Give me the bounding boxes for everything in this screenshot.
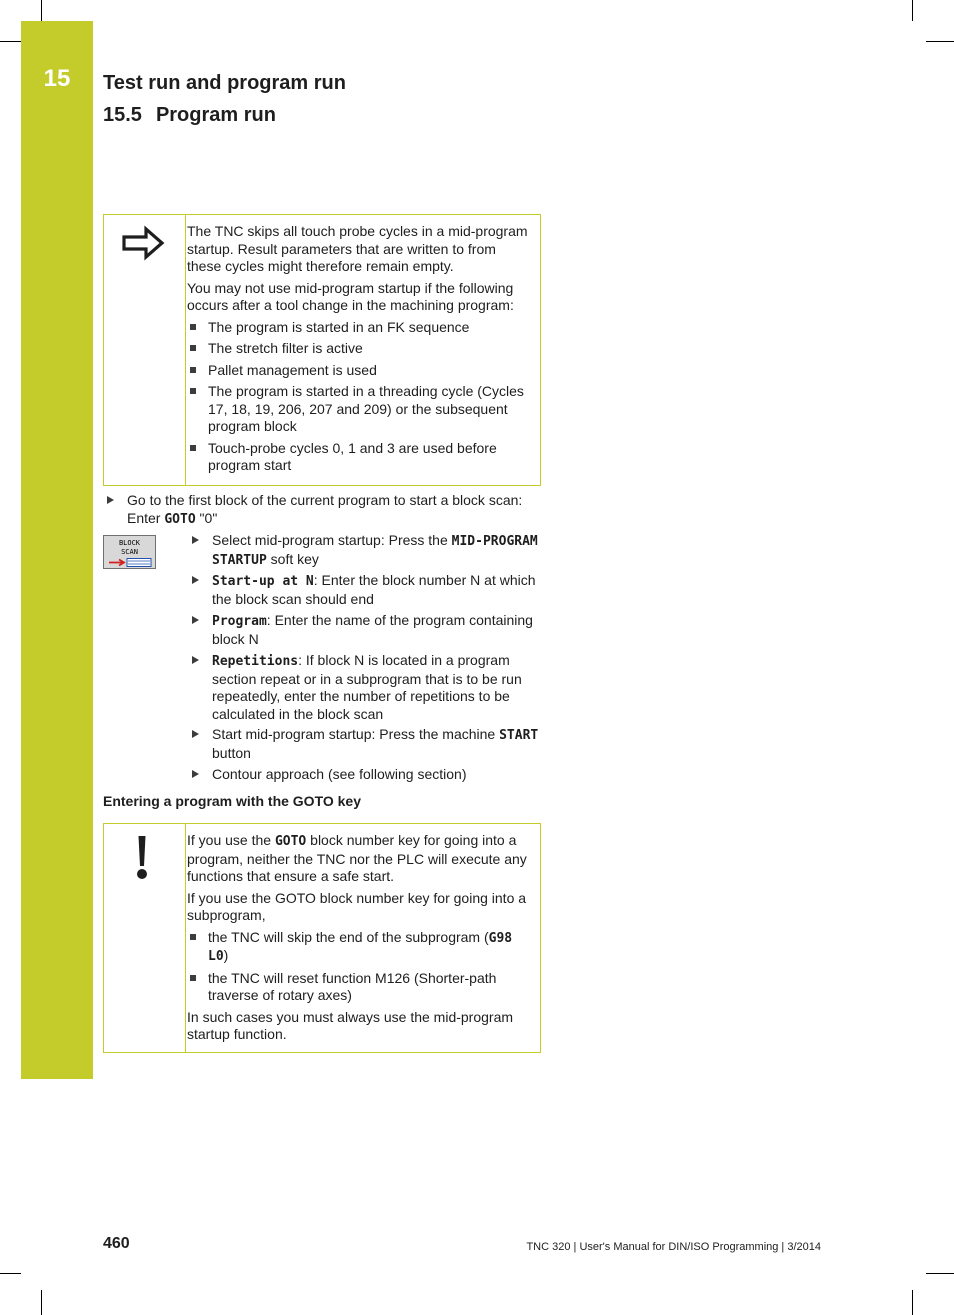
goto-key: GOTO [274, 834, 307, 849]
field-name: Repetitions [212, 654, 299, 669]
goto-key: GOTO [164, 511, 196, 527]
list-item: Pallet management is used [187, 362, 532, 380]
crop-mark [912, 0, 913, 21]
block-scan-softkey[interactable] [103, 535, 156, 569]
substep-start-up-at-n: Start-up at N: Enter the block number N at which the block scan should end [192, 572, 542, 608]
crop-mark [912, 1290, 913, 1315]
warning-content [187, 832, 532, 1048]
step-triangle-icon [107, 496, 114, 504]
note-paragraph: The TNC skips all touch probe cycles in a mid-program startup. Result parameters that are written to from these cycles might therefore remain empty. [187, 223, 528, 274]
bullet-square-icon [190, 934, 196, 940]
bullet-square-icon [190, 367, 196, 373]
bullet-square-icon [190, 445, 196, 451]
footer-text: TNC 320 | User's Manual for DIN/ISO Programming | 3/2014 [526, 1241, 821, 1253]
list-item: the TNC will skip the end of the subprogram (G98 L0) [187, 929, 532, 966]
field-name: Program [212, 614, 267, 629]
page-number: 460 [103, 1235, 130, 1252]
section-number: 15.5 [103, 104, 142, 126]
softkey-label: SCAN [121, 548, 138, 556]
softkey-label: BLOCK [118, 539, 141, 547]
warning-box [103, 823, 541, 1053]
crop-mark [0, 1273, 21, 1274]
warning-list [187, 929, 532, 1005]
note-content [187, 223, 532, 479]
step-triangle-icon [192, 616, 199, 624]
button-name: START [499, 728, 539, 743]
crop-mark [0, 41, 21, 42]
crop-mark [41, 1290, 42, 1315]
note-list [187, 319, 532, 475]
code-text: G98 L0 [208, 930, 513, 964]
arrow-right-icon [120, 225, 166, 261]
substep-contour: Contour approach (see following section) [192, 766, 542, 784]
chapter-number: 15 [43, 65, 71, 92]
chapter-band [21, 21, 93, 1079]
substep-program: Program: Enter the name of the program containing block N [192, 612, 542, 648]
box-divider [185, 824, 186, 1052]
subheading: Entering a program with the GOTO key [103, 793, 362, 809]
section-name: Program run [155, 104, 276, 126]
step-triangle-icon [192, 656, 199, 664]
step-triangle-icon [192, 576, 199, 584]
list-item: The program is started in a threading cycle (Cycles 17, 18, 19, 206, 207 and 209) or the subsequent program block [187, 383, 532, 436]
bullet-square-icon [190, 324, 196, 330]
section-title [103, 104, 276, 127]
crop-mark [41, 0, 42, 21]
note-paragraph: You may not use mid-program startup if the following occurs after a tool change in the machining program: [187, 279, 514, 313]
box-divider [185, 215, 186, 485]
warning-paragraph: In such cases you must always use the mid-program startup function. [187, 1008, 514, 1042]
crop-mark [926, 1273, 954, 1274]
bullet-square-icon [190, 975, 196, 981]
substep-mid-program: Select mid-program startup: Press the MID-PROGRAM STARTUP soft key [192, 532, 542, 569]
warning-paragraph: If you use the GOTO block number key for going into a subprogram, [187, 889, 527, 923]
chapter-title: Test run and program run [103, 72, 346, 94]
substep-repetitions: Repetitions: If block N is located in a program section repeat or in a subprogram that is to be run repeatedly, enter the number of repetitions to be calculated in the block scan [192, 652, 542, 723]
list-item: the TNC will reset function M126 (Shorter-path traverse of rotary axes) [187, 970, 532, 1005]
exclamation-icon [134, 836, 150, 882]
list-item: The stretch filter is active [187, 340, 532, 358]
note-box [103, 214, 541, 486]
step-triangle-icon [192, 770, 199, 778]
crop-mark [926, 41, 954, 42]
step-triangle-icon [192, 536, 199, 544]
block-scan-icon [107, 558, 153, 568]
list-item: Touch-probe cycles 0, 1 and 3 are used before program start [187, 440, 532, 475]
warning-paragraph: If you use the GOTO block number key for going into a program, neither the TNC nor the PLC will execute any functions that ensure a safe start. [187, 832, 527, 884]
bullet-square-icon [190, 388, 196, 394]
softkey-name: MID-PROGRAM STARTUP [212, 534, 538, 568]
step-goto: Go to the first block of the current program to start a block scan: Enter GOTO "0" [107, 492, 547, 528]
step-triangle-icon [192, 730, 199, 738]
bullet-square-icon [190, 345, 196, 351]
substep-start: Start mid-program startup: Press the machine START button [192, 726, 542, 762]
field-name: Start-up at N [212, 574, 314, 589]
list-item: The program is started in an FK sequence [187, 319, 532, 337]
